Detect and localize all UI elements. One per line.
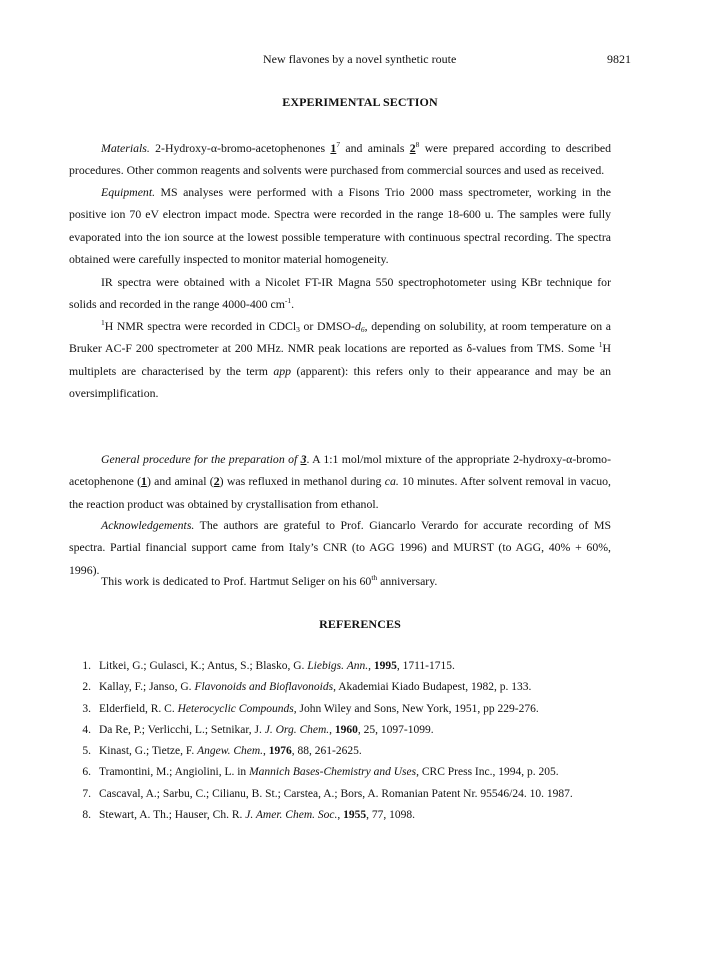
reference-authors: Stewart, A. Th.; Hauser, Ch. R. (99, 809, 246, 822)
nmr-isotope: 1 (101, 318, 105, 327)
ir-text: IR spectra were obtained with a Nicolet FT-IR Magna 550 spectrophotometer using KBr technique for solids and recorded in the range 4000-400 cm (69, 275, 611, 312)
nmr-text: , depending on solubility, at room temperature on a Bruker AC-F 200 spectrometer at 200 MHz. NMR peak locations are reported as δ-values from TMS. Some (69, 319, 612, 356)
reference-item (69, 720, 629, 741)
reference-rest: , 1711-1715. (396, 660, 455, 672)
reference-journal: Heterocyclic Compounds (177, 702, 294, 715)
compound-1-ref: 1 (141, 474, 147, 489)
nmr-text: (apparent): this refers only to their appearance and may be an oversimplification. (69, 363, 612, 401)
page-number: 9821 (607, 52, 631, 66)
ordinal-suffix: th (371, 573, 378, 582)
reference-year: 1976 (268, 745, 292, 758)
general-procedure-text: 10 minutes. After solvent removal in vacuo, the reaction product was obtained by crystallisation from ethanol. (69, 474, 612, 511)
equipment-text: MS analyses were performed with a Fisons Trio 2000 mass spectrometer, working in the positive ion 70 eV electron impact mode. Spectra were recorded in the range 18-600 u. The samples were fully evaporated into the ion source at the lowest possible temperature with continuous spectral recording. The spectra obtained were carefully inspected to monitor material homogeneity. (69, 185, 611, 267)
materials-paragraph (69, 137, 611, 182)
ir-unit-exponent: -1 (284, 296, 292, 306)
reference-rest: , John Wiley and Sons, New York, 1951, pp 229-276. (293, 702, 539, 715)
ir-paragraph (69, 271, 611, 316)
dedication-paragraph (69, 570, 611, 592)
reference-sep: , (337, 809, 344, 822)
ir-text: . (291, 297, 295, 312)
general-procedure-paragraph (69, 448, 611, 515)
reference-item (69, 762, 629, 783)
reference-rest: , CRC Press Inc., 1994, p. 205. (416, 766, 559, 779)
reference-number: 5. (82, 745, 91, 758)
reference-sep: , (263, 745, 269, 758)
dedication-text: This work is dedicated to Prof. Hartmut Seliger on his 60 (101, 574, 372, 588)
reference-list (69, 656, 629, 826)
compound-2-ref: 2 (409, 141, 416, 155)
nmr-subscript: 3 (296, 325, 300, 334)
nmr-isotope: 1 (598, 340, 603, 350)
reference-item (69, 741, 629, 762)
reference-number: 7. (82, 787, 91, 800)
reference-year: 1960 (334, 723, 358, 736)
nmr-text: or DMSO- (299, 319, 355, 333)
references-heading: REFERENCES (319, 617, 401, 631)
reference-item (69, 677, 629, 698)
reference-sep: , (368, 660, 374, 672)
reference-rest: , 25, 1097-1099. (357, 723, 434, 736)
reference-number: 1. (82, 660, 91, 672)
materials-text: 2-Hydroxy-α-bromo-acetophenones (149, 141, 331, 155)
citation-8: 8 (415, 140, 420, 149)
reference-authors: Kallay, F.; Janso, G. (99, 681, 195, 694)
reference-authors: Cascaval, A.; Sarbu, C.; Cilianu, B. St.; Carstea, A.; Bors, A. Romanian Patent Nr. 95546/24. 10. 1987. (99, 787, 573, 800)
reference-authors: Da Re, P.; Verlicchi, L.; Setnikar, J. (99, 723, 265, 736)
reference-text (99, 805, 415, 826)
reference-text (99, 699, 539, 720)
reference-journal: Mannich Bases-Chemistry and Uses (249, 766, 417, 779)
materials-text: and aminals (340, 141, 410, 155)
materials-label: Materials. (101, 141, 150, 155)
reference-text (99, 656, 455, 677)
nmr-text: H NMR spectra were recorded in CDCl (104, 319, 297, 333)
reference-number: 2. (82, 681, 91, 694)
general-procedure-text: . A 1:1 mol/mol mixture of the appropriate 2-hydroxy-α-bromo-acetophenone ( (69, 452, 611, 489)
reference-authors: Elderfield, R. C. (99, 702, 178, 715)
reference-journal: J. Org. Chem. (264, 723, 330, 736)
citation-7: 7 (336, 140, 341, 149)
equipment-paragraph (69, 181, 611, 271)
nmr-term-app: app (273, 363, 292, 378)
reference-authors: Litkei, G.; Gulasci, K.; Antus, S.; Blasko, G. (99, 660, 308, 672)
reference-text (99, 741, 362, 762)
reference-year: 1955 (343, 809, 367, 822)
compound-2-ref: 2 (213, 474, 220, 489)
nmr-text: H multiplets are characterised by the term (69, 341, 611, 378)
reference-item (69, 699, 629, 720)
experimental-heading: EXPERIMENTAL SECTION (282, 95, 438, 109)
reference-item (69, 805, 629, 826)
reference-number: 6. (82, 766, 91, 779)
acknowledgements-label: Acknowledgements. (101, 518, 195, 532)
reference-authors: Kinast, G.; Tietze, F. (99, 745, 198, 758)
reference-journal: Angew. Chem. (197, 745, 264, 758)
compound-3-ref: 3 (300, 452, 307, 466)
acknowledgements-text: The authors are grateful to Prof. Giancarlo Verardo for accurate recording of MS spectra. Partial financial support came from Italy’s CNR (to AGG 1996) and MURST (to AGG, 40% + 60%, 1996). (69, 518, 611, 577)
reference-sep: , (329, 723, 335, 736)
reference-journal: J. Amer. Chem. Soc. (245, 809, 338, 822)
reference-journal: Liebigs. Ann. (307, 660, 369, 672)
circa-abbrev: ca. (384, 474, 399, 489)
reference-year: 1995 (373, 660, 397, 672)
materials-text: were prepared according to described procedures. Other common reagents and solvents were purchased from commercial sources and used as received. (69, 141, 611, 178)
reference-text (99, 720, 434, 741)
reference-item (69, 656, 629, 677)
reference-text (99, 762, 559, 783)
nmr-solvent-d: d (355, 319, 361, 333)
compound-1-ref: 1 (330, 141, 337, 155)
general-procedure-text: ) was refluxed in methanol during (219, 474, 385, 489)
reference-journal: Flavonoids and Bioflavonoids (194, 681, 334, 694)
reference-number: 8. (82, 809, 91, 822)
running-title: New flavones by a novel synthetic route (263, 52, 457, 66)
reference-item (69, 784, 629, 805)
reference-rest: , 77, 1098. (366, 809, 415, 822)
reference-number: 3. (82, 702, 91, 715)
reference-authors: Tramontini, M.; Angiolini, L. in (99, 766, 250, 779)
reference-text (99, 677, 531, 698)
dedication-text: anniversary. (377, 574, 438, 588)
general-procedure-label: General procedure for the preparation of (101, 452, 301, 466)
equipment-label: Equipment. (101, 185, 156, 199)
general-procedure-text: ) and aminal ( (146, 474, 214, 489)
reference-rest: , Akademiai Kiado Budapest, 1982, p. 133. (333, 681, 532, 694)
reference-rest: , 88, 261-2625. (291, 745, 362, 758)
nmr-subscript: 6 (360, 325, 365, 334)
nmr-paragraph (69, 315, 611, 405)
reference-number: 4. (82, 723, 91, 736)
reference-text (99, 784, 573, 805)
